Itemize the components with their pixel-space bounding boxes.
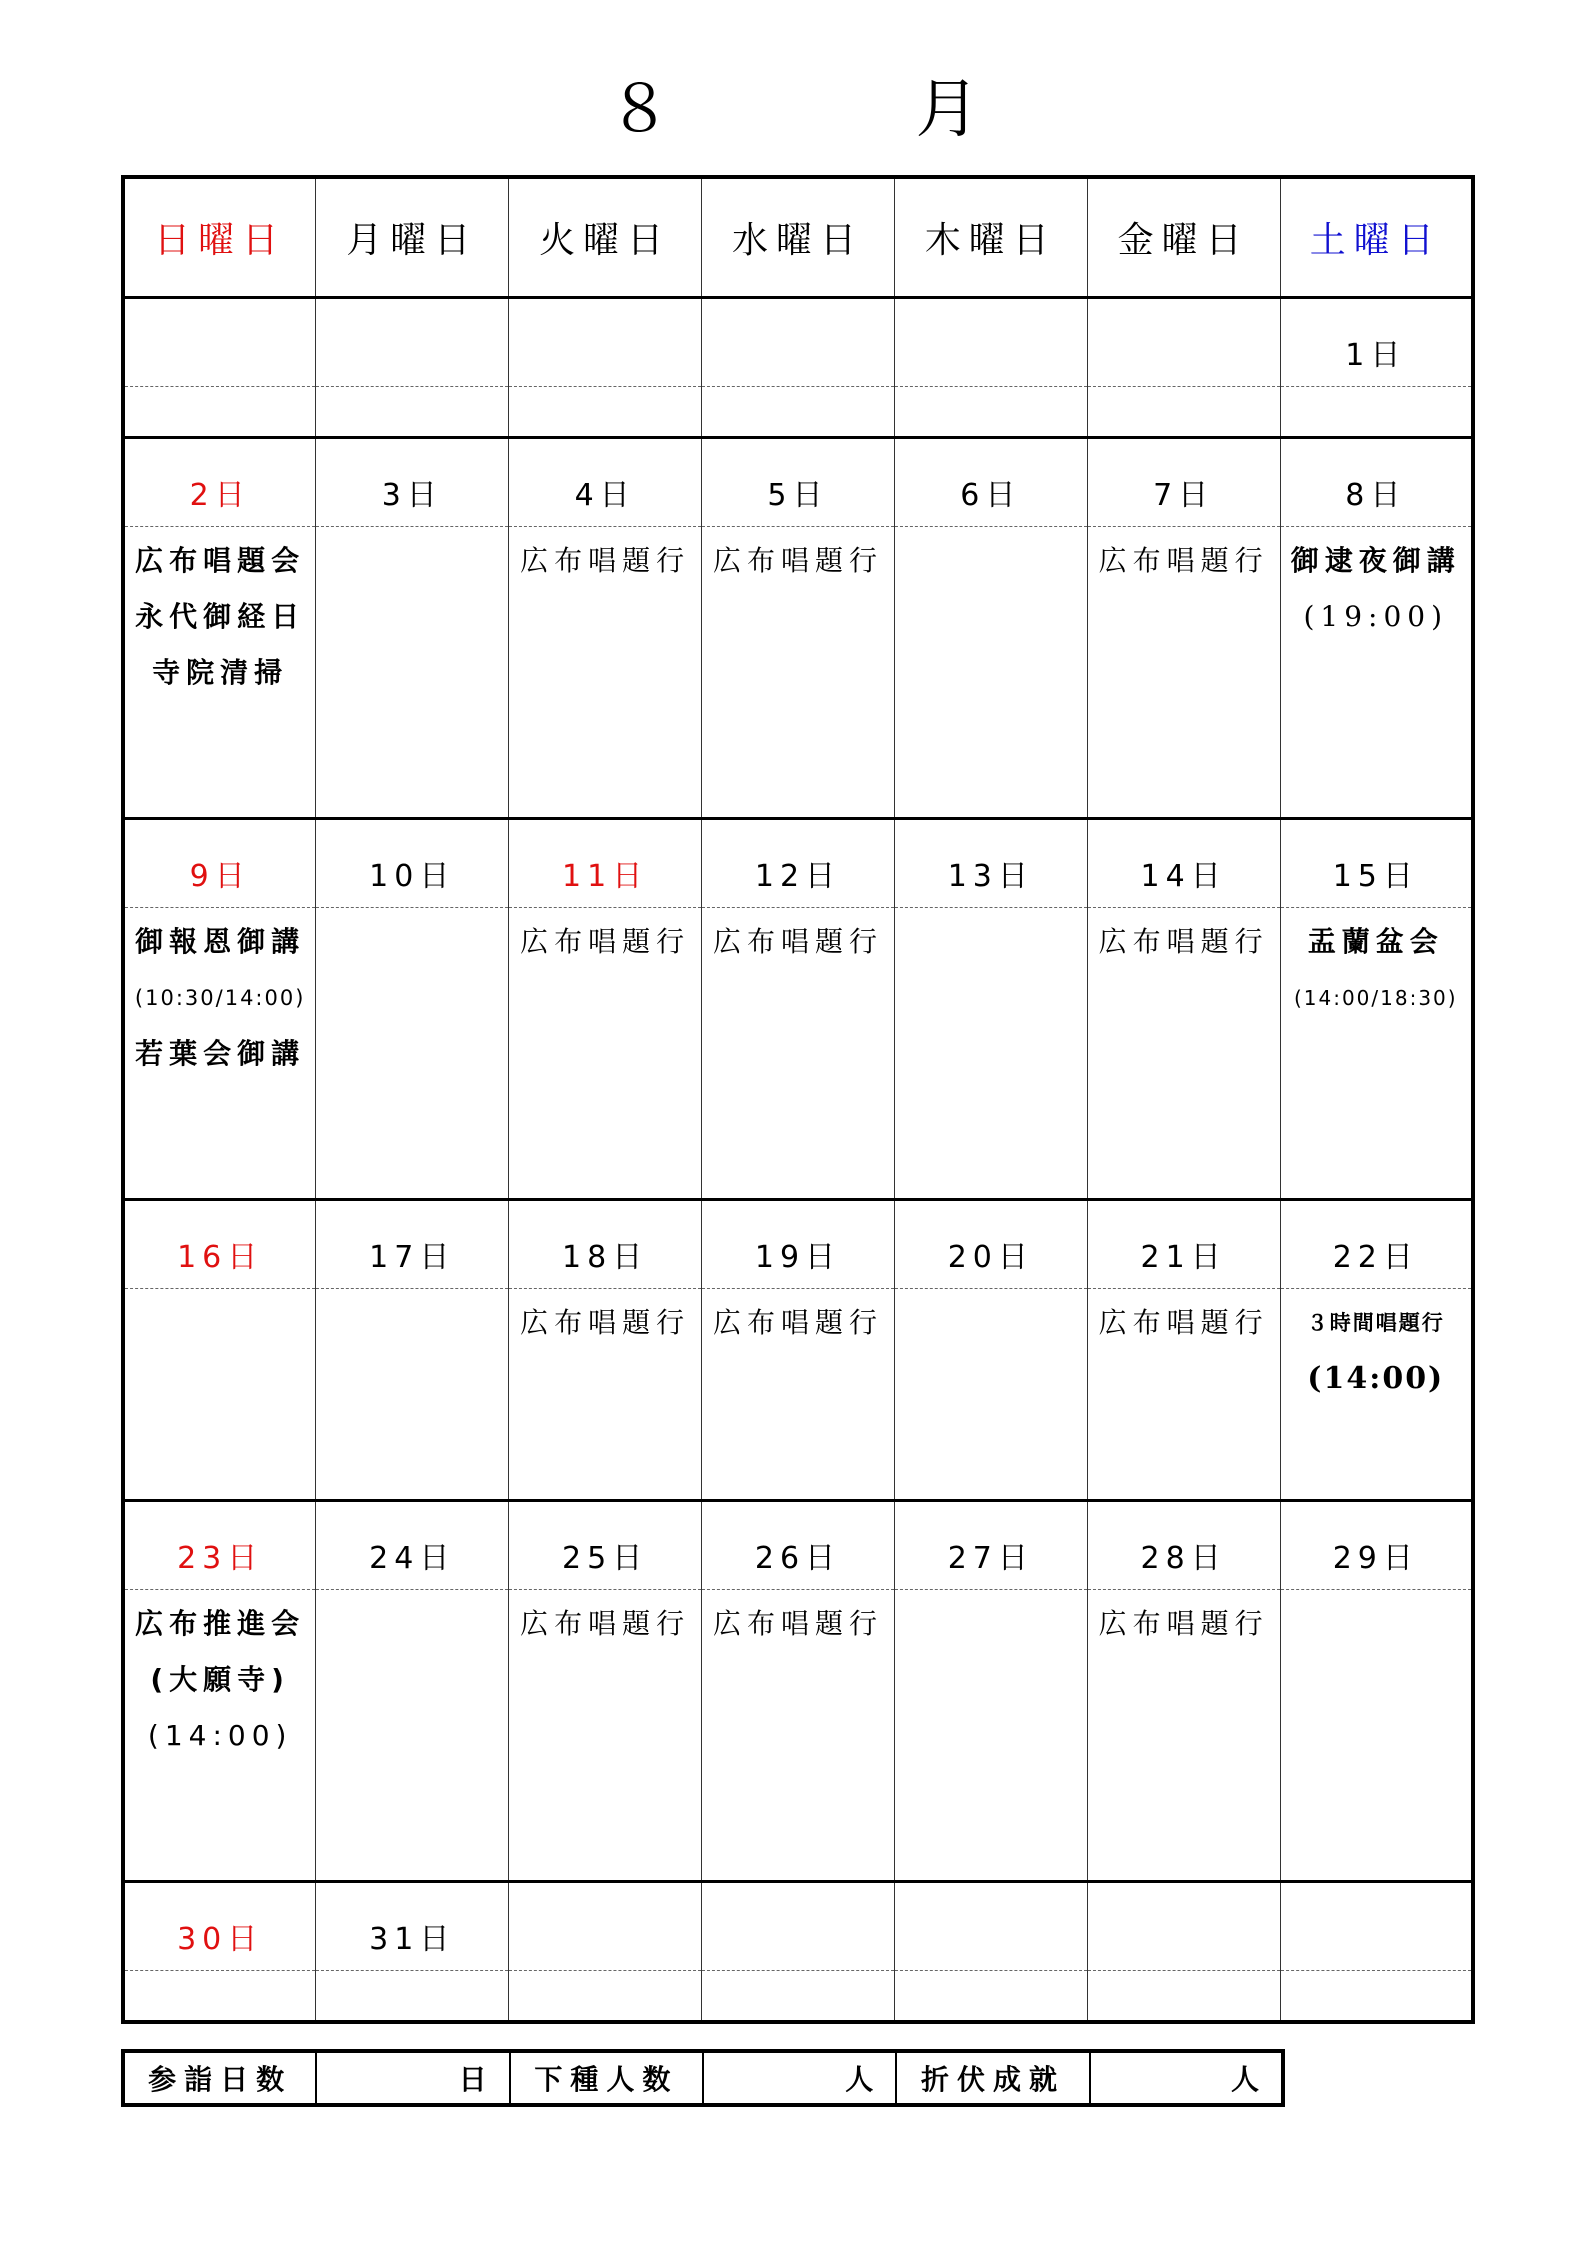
day-cell xyxy=(509,437,702,818)
weekday-monday: 月曜日 xyxy=(316,177,509,298)
day-cell xyxy=(1280,1200,1473,1501)
event-item: 広布唱題行 xyxy=(1098,1306,1269,1340)
day-number: 3日 xyxy=(316,439,508,527)
event-list xyxy=(125,908,315,1082)
event-item: 広布唱題行 xyxy=(1098,1606,1269,1640)
event-list xyxy=(895,908,1087,914)
week-row xyxy=(123,818,1473,1199)
event-item: 広布唱題行 xyxy=(520,1606,691,1640)
event-item: 御報恩御講 xyxy=(135,924,306,958)
event-item: 広布唱題行 xyxy=(712,1306,883,1340)
event-item: (14:00/18:30) xyxy=(1293,985,1458,1010)
event-item: 広布唱題行 xyxy=(712,1606,883,1640)
day-number xyxy=(895,1883,1087,1971)
event-item: (10:30/14:00) xyxy=(134,985,306,1010)
event-list xyxy=(702,1971,894,1977)
week-row xyxy=(123,1500,1473,1881)
day-cell xyxy=(1087,298,1280,438)
event-list xyxy=(316,527,508,533)
weekday-sunday: 日曜日 xyxy=(123,177,316,298)
day-number: 17日 xyxy=(316,1201,508,1289)
day-cell xyxy=(1280,437,1473,818)
day-cell xyxy=(702,1500,895,1881)
day-cell xyxy=(894,1882,1087,2022)
day-number xyxy=(125,299,315,387)
event-list xyxy=(509,908,701,970)
day-cell xyxy=(1087,818,1280,1199)
event-list xyxy=(702,1590,894,1652)
event-item: 広布唱題会 xyxy=(135,543,306,577)
event-item: (大願寺) xyxy=(150,1662,290,1696)
day-number xyxy=(316,299,508,387)
day-cell xyxy=(894,1200,1087,1501)
event-item: ３時間唱題行 xyxy=(1306,1311,1445,1336)
day-cell xyxy=(123,1500,316,1881)
day-cell xyxy=(1087,1882,1280,2022)
event-list xyxy=(702,1289,894,1351)
event-list xyxy=(509,1289,701,1351)
event-item: 広布唱題行 xyxy=(1098,543,1269,577)
event-list xyxy=(1281,1590,1471,1596)
day-cell xyxy=(316,1500,509,1881)
day-cell xyxy=(702,1200,895,1501)
page-title: ８ 月 xyxy=(607,73,1070,147)
shakubuku-field[interactable]: 人 xyxy=(1090,2051,1283,2105)
event-item: 寺院清掃 xyxy=(152,655,289,689)
week-row xyxy=(123,1882,1473,2022)
visit-days-field[interactable]: 日 xyxy=(316,2051,509,2105)
day-number: 1日 xyxy=(1281,299,1471,387)
seed-count-field[interactable]: 人 xyxy=(703,2051,896,2105)
day-number xyxy=(702,1883,894,1971)
event-list xyxy=(1281,1289,1471,1407)
day-number xyxy=(509,299,701,387)
event-list xyxy=(895,1289,1087,1295)
event-list xyxy=(316,1289,508,1295)
day-number: 31日 xyxy=(316,1883,508,1971)
day-number: 4日 xyxy=(509,439,701,527)
day-number: 26日 xyxy=(702,1502,894,1590)
weekday-tuesday: 火曜日 xyxy=(509,177,702,298)
event-list xyxy=(316,1971,508,1977)
event-item: 若葉会御講 xyxy=(135,1036,306,1070)
day-cell xyxy=(702,1882,895,2022)
day-cell xyxy=(123,1882,316,2022)
weekday-thursday: 木曜日 xyxy=(894,177,1087,298)
day-cell xyxy=(894,818,1087,1199)
day-cell xyxy=(123,818,316,1199)
day-cell xyxy=(1280,298,1473,438)
day-number xyxy=(1088,299,1280,387)
day-number: 27日 xyxy=(895,1502,1087,1590)
day-cell xyxy=(123,437,316,818)
event-list xyxy=(509,527,701,589)
event-item: 広布唱題行 xyxy=(520,924,691,958)
day-cell xyxy=(1087,437,1280,818)
event-item: 永代御経日 xyxy=(135,599,306,633)
event-list xyxy=(1088,908,1280,970)
event-list xyxy=(509,387,701,393)
event-item: 広布唱題行 xyxy=(712,543,883,577)
weekday-wednesday: 水曜日 xyxy=(702,177,895,298)
day-cell xyxy=(509,818,702,1199)
day-cell xyxy=(1087,1500,1280,1881)
day-cell xyxy=(1087,1200,1280,1501)
day-number: 8日 xyxy=(1281,439,1471,527)
day-number: 19日 xyxy=(702,1201,894,1289)
day-cell xyxy=(316,298,509,438)
day-number: 22日 xyxy=(1281,1201,1471,1289)
day-number: 23日 xyxy=(125,1502,315,1590)
day-number xyxy=(1088,1883,1280,1971)
event-list xyxy=(316,387,508,393)
day-cell xyxy=(316,818,509,1199)
day-cell xyxy=(894,1500,1087,1881)
event-list xyxy=(125,1289,315,1295)
event-list xyxy=(895,527,1087,533)
day-number: 20日 xyxy=(895,1201,1087,1289)
week-row xyxy=(123,1200,1473,1501)
event-list xyxy=(895,1590,1087,1596)
day-number: 24日 xyxy=(316,1502,508,1590)
weekday-friday: 金曜日 xyxy=(1087,177,1280,298)
event-item: 広布唱題行 xyxy=(520,543,691,577)
event-list xyxy=(125,527,315,701)
day-number: 10日 xyxy=(316,820,508,908)
day-number: 16日 xyxy=(125,1201,315,1289)
event-item: (14:00) xyxy=(147,1718,293,1752)
day-cell xyxy=(316,437,509,818)
day-number: 18日 xyxy=(509,1201,701,1289)
event-list xyxy=(1281,1971,1471,1977)
weekday-header-row xyxy=(123,177,1473,298)
day-number: 7日 xyxy=(1088,439,1280,527)
day-number: 15日 xyxy=(1281,820,1471,908)
event-list xyxy=(316,908,508,914)
week-row xyxy=(123,437,1473,818)
day-number: 11日 xyxy=(509,820,701,908)
day-cell xyxy=(1280,1500,1473,1881)
day-cell xyxy=(509,298,702,438)
event-item: 広布推進会 xyxy=(135,1606,306,1640)
event-item: (19:00) xyxy=(1303,599,1449,633)
day-number: 25日 xyxy=(509,1502,701,1590)
day-cell xyxy=(123,1200,316,1501)
event-list xyxy=(1088,527,1280,589)
event-item: 広布唱題行 xyxy=(1098,924,1269,958)
day-cell xyxy=(1280,818,1473,1199)
day-number: 9日 xyxy=(125,820,315,908)
weekday-saturday: 土曜日 xyxy=(1280,177,1473,298)
event-list xyxy=(509,1590,701,1652)
event-list xyxy=(1281,527,1471,645)
day-number xyxy=(895,299,1087,387)
day-cell xyxy=(509,1882,702,2022)
day-cell xyxy=(702,437,895,818)
event-list xyxy=(895,1971,1087,1977)
day-cell xyxy=(509,1500,702,1881)
event-list xyxy=(509,1971,701,1977)
event-list xyxy=(1281,387,1471,393)
day-number: 28日 xyxy=(1088,1502,1280,1590)
day-cell xyxy=(509,1200,702,1501)
day-number xyxy=(1281,1883,1471,1971)
calendar-grid xyxy=(121,175,1475,2024)
event-list xyxy=(1281,908,1471,1026)
day-number xyxy=(702,299,894,387)
shakubuku-label: 折伏成就 xyxy=(896,2051,1089,2105)
day-cell xyxy=(316,1882,509,2022)
event-list xyxy=(702,387,894,393)
day-cell xyxy=(702,818,895,1199)
day-number: 12日 xyxy=(702,820,894,908)
day-cell xyxy=(702,298,895,438)
day-number xyxy=(509,1883,701,1971)
event-list xyxy=(125,1971,315,1977)
day-number: 14日 xyxy=(1088,820,1280,908)
event-list xyxy=(125,387,315,393)
event-item: 御逮夜御講 xyxy=(1290,543,1461,577)
event-list xyxy=(1088,1590,1280,1652)
event-item: 盂蘭盆会 xyxy=(1307,924,1444,958)
day-number: 30日 xyxy=(125,1883,315,1971)
day-number: 5日 xyxy=(702,439,894,527)
event-list xyxy=(1088,387,1280,393)
day-number: 6日 xyxy=(895,439,1087,527)
event-list xyxy=(125,1590,315,1764)
day-number: 2日 xyxy=(125,439,315,527)
event-item: (14:00) xyxy=(1307,1361,1445,1397)
week-row xyxy=(123,298,1473,438)
event-list xyxy=(895,387,1087,393)
event-list xyxy=(702,527,894,589)
visit-days-label: 参詣日数 xyxy=(123,2051,316,2105)
day-cell xyxy=(123,298,316,438)
event-list xyxy=(1088,1289,1280,1351)
event-item: 広布唱題行 xyxy=(520,1306,691,1340)
event-list xyxy=(316,1590,508,1596)
summary-table xyxy=(121,2049,1285,2107)
event-list xyxy=(1088,1971,1280,1977)
day-cell xyxy=(894,437,1087,818)
day-number: 29日 xyxy=(1281,1502,1471,1590)
seed-count-label: 下種人数 xyxy=(510,2051,703,2105)
event-list xyxy=(702,908,894,970)
day-cell xyxy=(316,1200,509,1501)
day-number: 13日 xyxy=(895,820,1087,908)
day-number: 21日 xyxy=(1088,1201,1280,1289)
day-cell xyxy=(894,298,1087,438)
day-cell xyxy=(1280,1882,1473,2022)
event-item: 広布唱題行 xyxy=(712,924,883,958)
